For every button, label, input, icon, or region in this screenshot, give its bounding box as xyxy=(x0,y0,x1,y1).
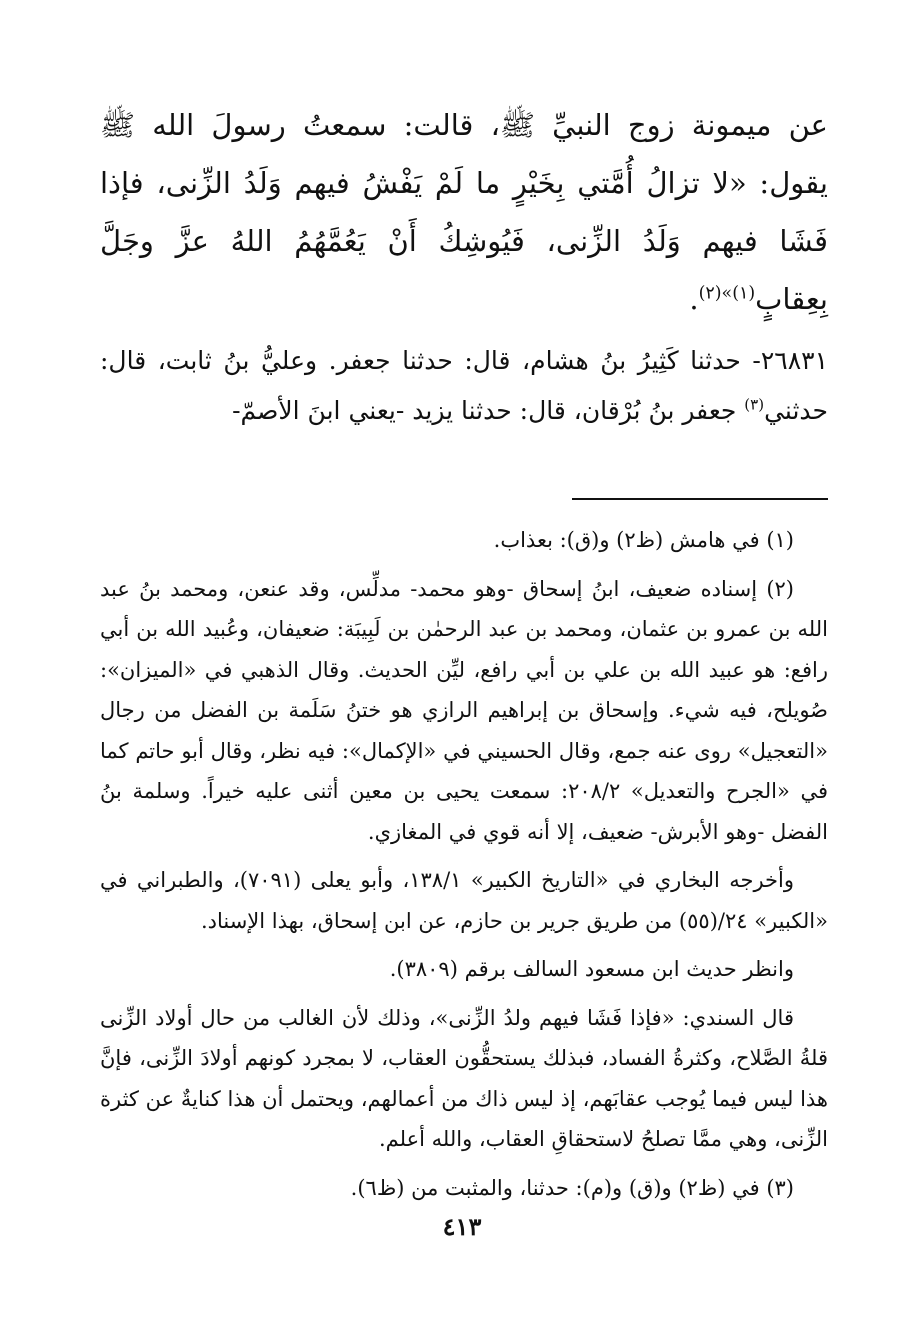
footnote-2: (٢) إسناده ضعيف، ابنُ إسحاق -وهو محمد- مدلِّس، وقد عنعن، ومحمد بنُ عبد الله بن عمرو بن عثمان، ومحمد بن عبد الرحمٰن بن لَبِيبَة: ضعيفان، وعُبيد الله بن أبي رافع: هو عبيد الله بن علي بن أبي رافع، ليِّن الحديث. وقال الذهبي في «الميزان»: صُويلح، فيه شيء. وإسحاق بن إبراهيم الرازي هو ختنُ سَلَمة بن الفضل من رجال «التعجيل» روى عنه جمع، وقال الحسيني في «الإكمال»: فيه نظر، وقال أبو حاتم كما في «الجرح والتعديل» ٢٠٨/٢: سمعت يحيى بن معين أثنى عليه خيراً. وسلمة بنُ الفضل -وهو الأبرش- ضعيف، إلا أنه قوي في المغازي. xyxy=(100,576,828,844)
footnotes xyxy=(100,520,828,1208)
next-hadith xyxy=(100,336,828,436)
footnote-mark-3: (٣) xyxy=(744,395,765,414)
isnad-part-2: جعفر بنُ بُرْقان، قال: حدثنا يزيد -يعني ابنَ الأصمّ- xyxy=(232,396,745,425)
isnad-part-1: حدثنا كَثِيرُ بنُ هشام، قال: حدثنا جعفر. وعليُّ بنُ ثابت، قال: حدثني xyxy=(100,346,828,425)
footnote-separator xyxy=(572,498,828,500)
footnote-2-paragraph-2: وأخرجه البخاري في «التاريخ الكبير» ١٣٨/١، وأبو يعلى (٧٠٩١)، والطبراني في «الكبير» ٢٤/(٥٥) من طريق جرير بن حازم، عن ابن إسحاق، بهذا الإسناد. xyxy=(100,868,828,933)
hadith-end: . xyxy=(689,282,699,316)
footnote-1: (١) في هامش (ظ٢) و(ق): بعذاب. xyxy=(493,528,794,552)
footnote-2-paragraph-4: قال السندي: «فإذا فَشَا فيهم ولدُ الزِّنى»، وذلك لأن الغالب من حال أولاد الزِّنى قلةُ الصَّلاح، وكثرةُ الفساد، فبذلك يستحقُّون العقاب، لا بمجرد كونهم أولادَ الزِّنى، فإنَّ هذا ليس فيما يُوجب عقابَهم، إذ ليس ذاك من أعمالهم، ويحتمل أن هذا كنايةٌ عن كثرة الزِّنى، وهي ممَّا تصلحُ لاستحقاقِ العقاب، والله أعلم. xyxy=(100,1005,828,1151)
footnote-2-paragraph-3: وانظر حديث ابن مسعود السالف برقم (٣٨٠٩). xyxy=(389,957,794,981)
hadith-number: ٢٦٨٣١- xyxy=(752,346,828,375)
footnote-3: (٣) في (ظ٢) و(ق) و(م): حدثنا، والمثبت من (ظ٦). xyxy=(350,1175,794,1200)
main-text xyxy=(100,92,828,328)
hadith-continuation xyxy=(100,92,828,328)
hadith-text: عن ميمونة زوج النبيِّ ﷺ، قالت: سمعتُ رسولَ الله ﷺ يقول: «لا تزالُ أُمَّتي بِخَيْرٍ ما لَمْ يَفْشُ فيهم وَلَدُ الزِّنى، فإذا فَشَا فيهم وَلَدُ الزِّنى، فَيُوشِكُ أَنْ يَعُمَّهُمُ اللهُ عزَّ وجَلَّ بِعِقابٍ xyxy=(100,108,828,316)
footnote-marks: (١)»(٢) xyxy=(698,283,756,304)
page-number: ٤١٣ xyxy=(442,1212,482,1241)
